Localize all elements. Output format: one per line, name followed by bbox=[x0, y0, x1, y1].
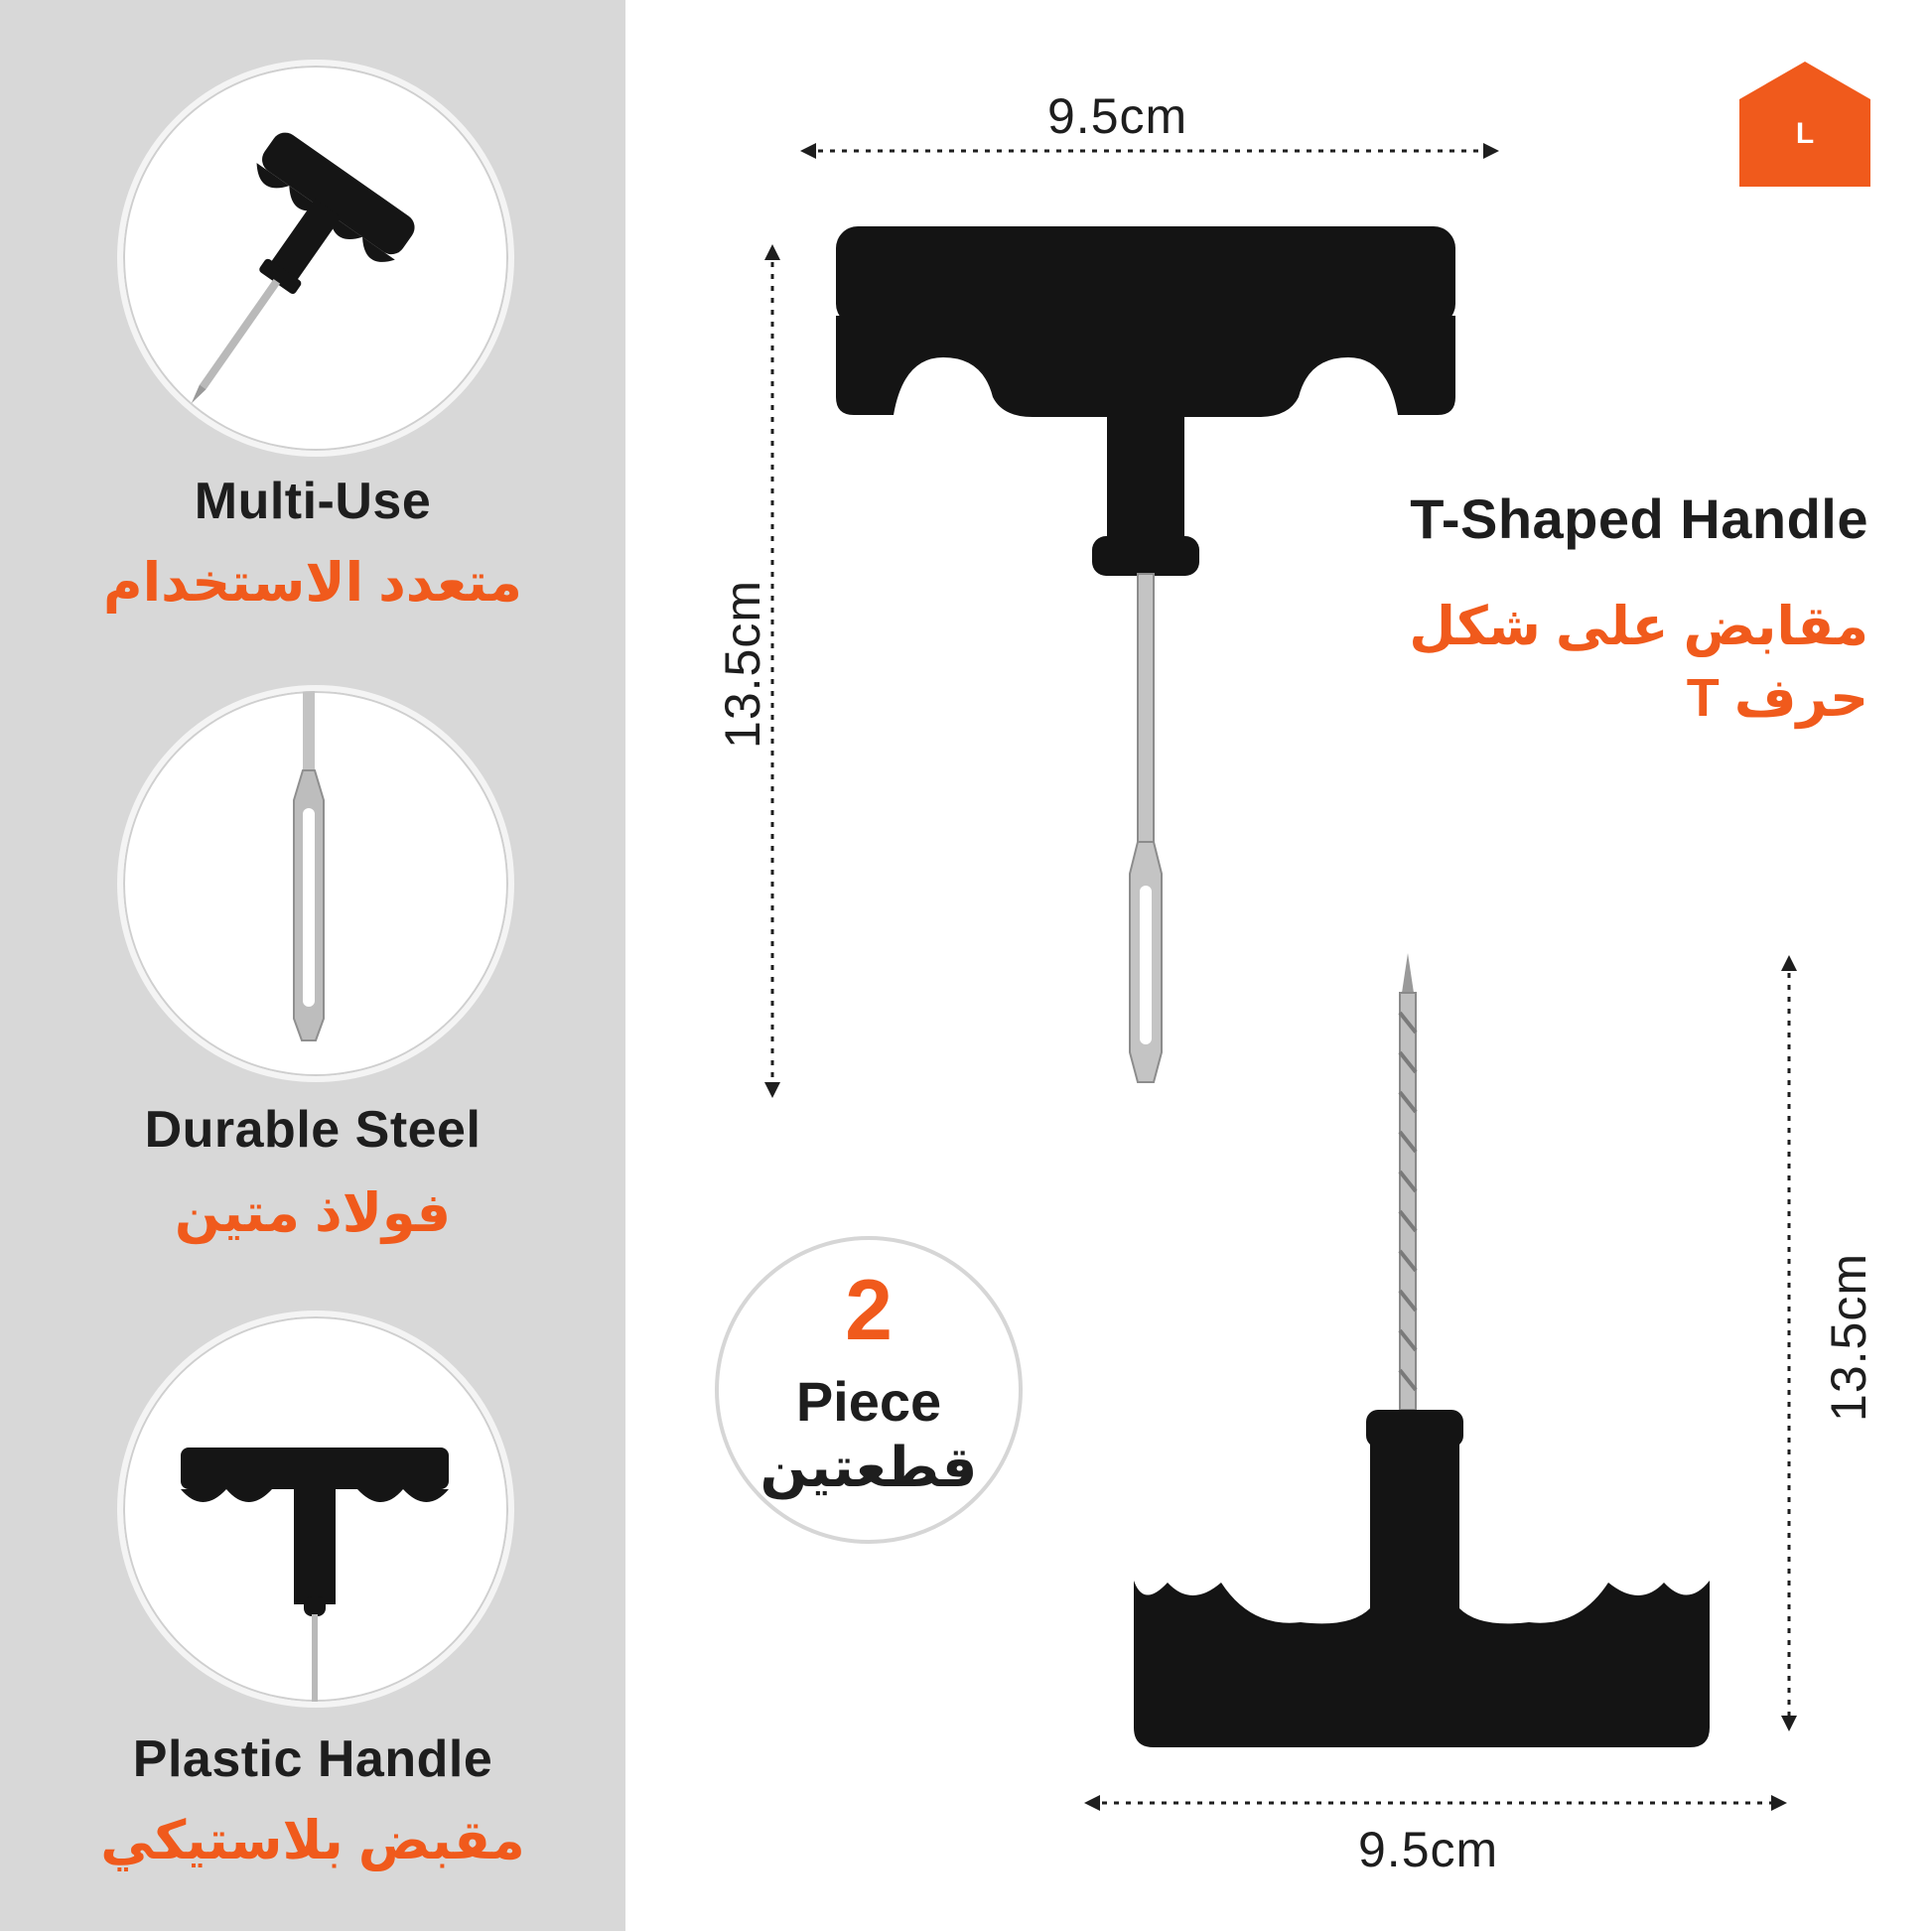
piece-count-badge bbox=[715, 1236, 1023, 1544]
product-title: T-Shaped Handle bbox=[1410, 487, 1868, 550]
piece-label-ar: قطعتين bbox=[759, 1436, 978, 1498]
feature-title-plastic-handle: Plastic Handle bbox=[132, 1730, 493, 1788]
t-handle-spiral-probe-tool bbox=[1134, 953, 1710, 1747]
piece-label: Piece bbox=[795, 1370, 942, 1433]
dimension-bottom-width: 9.5cm bbox=[1358, 1822, 1499, 1877]
feature-title-ar-multi-use: متعدد الاستخدام bbox=[103, 553, 522, 613]
dimension-top-width: 9.5cm bbox=[1047, 88, 1188, 144]
piece-count: 2 bbox=[845, 1263, 893, 1358]
feature-title-multi-use: Multi-Use bbox=[194, 473, 432, 530]
feature-title-ar-plastic-handle: مقبض بلاستيكي bbox=[100, 1811, 525, 1870]
feature-title-durable-steel: Durable Steel bbox=[144, 1101, 482, 1159]
brand-logo-letter: L bbox=[1795, 117, 1815, 150]
product-title-ar: مقابض على شكل حرف T bbox=[1409, 597, 1868, 728]
feature-title-ar-durable-steel: فولاذ متين bbox=[174, 1183, 452, 1243]
dimension-left-height: 13.5cm bbox=[715, 580, 770, 749]
dimension-right-height: 13.5cm bbox=[1821, 1253, 1876, 1422]
